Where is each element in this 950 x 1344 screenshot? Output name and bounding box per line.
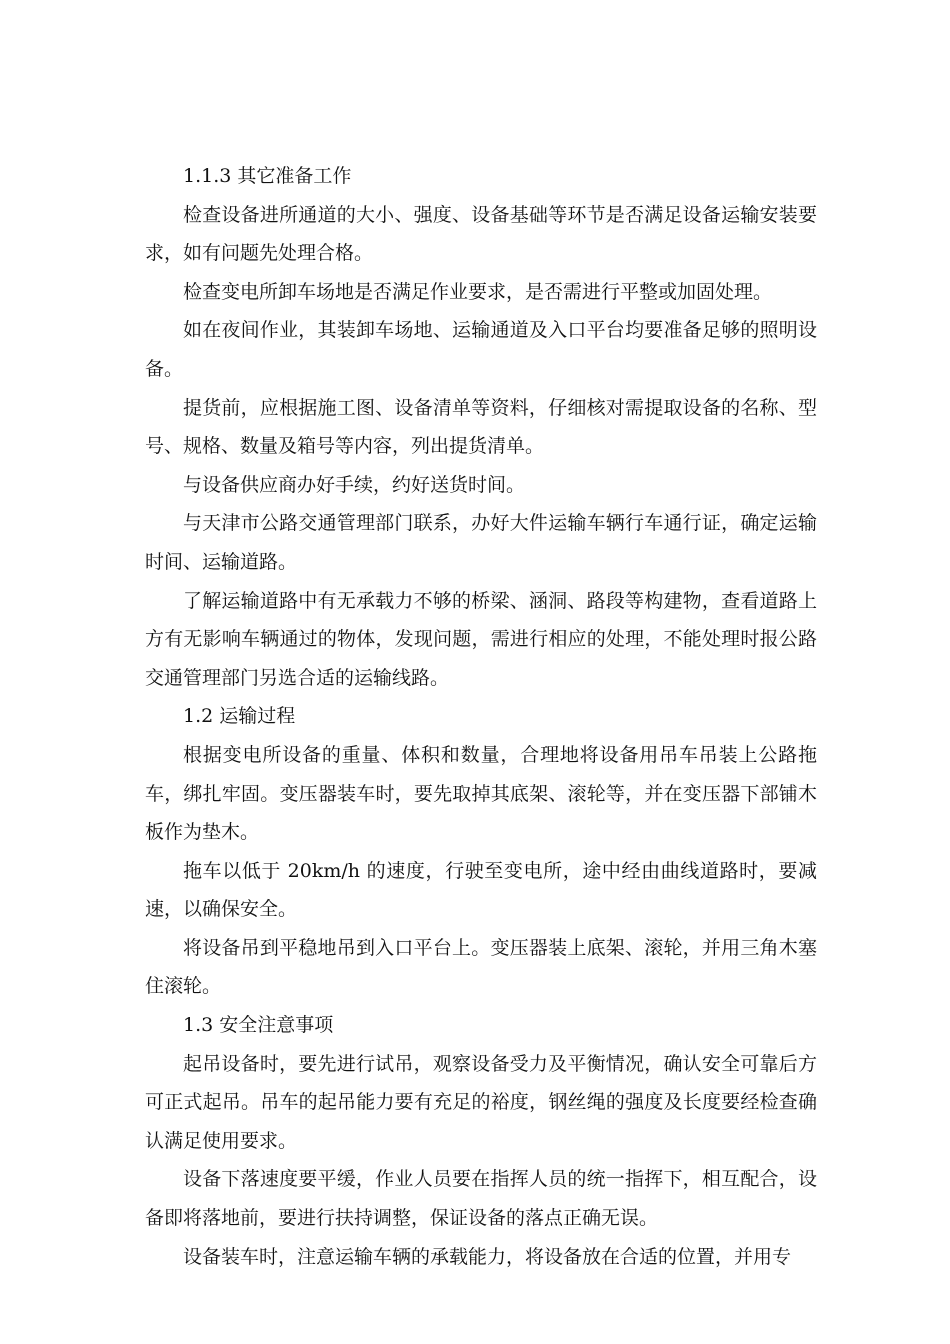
paragraph: 检查设备进所通道的大小、强度、设备基础等环节是否满足设备运输安装要求，如有问题先处理合格。 — [145, 203, 817, 265]
paragraph: 起吊设备时，要先进行试吊，观察设备受力及平衡情况，确认安全可靠后方可正式起吊。吊车的起吊能力要有充足的裕度，钢丝绳的强度及长度要经检查确认满足使用要求。 — [145, 1052, 817, 1152]
paragraph: 根据变电所设备的重量、体积和数量，合理地将设备用吊车吊装上公路拖车，绑扎牢固。变压器装车时，要先取掉其底架、滚轮等，并在变压器下部铺木板作为垫木。 — [145, 743, 817, 844]
paragraph: 与设备供应商办好手续，约好送货时间。 — [183, 473, 526, 496]
section-heading-1-3: 1.3 安全注意事项 — [183, 1014, 334, 1037]
paragraph: 拖车以低于 20km/h 的速度，行驶至变电所，途中经由曲线道路时，要减速，以确保安全。 — [145, 859, 817, 921]
paragraph: 了解运输道路中有无承载力不够的桥梁、涵洞、路段等构建物，查看道路上方有无影响车辆通过的物体，发现问题，需进行相应的处理，不能处理时报公路交通管理部门另选合适的运输线路。 — [145, 589, 817, 689]
paragraph: 提货前，应根据施工图、设备清单等资料，仔细核对需提取设备的名称、型号、规格、数量及箱号等内容，列出提货清单。 — [145, 396, 817, 458]
paragraph: 如在夜间作业，其装卸车场地、运输通道及入口平台均要准备足够的照明设备。 — [145, 319, 817, 380]
paragraph: 与天津市公路交通管理部门联系，办好大件运输车辆行车通行证，确定运输时间、运输道路。 — [145, 512, 817, 573]
section-heading-1-2: 1.2 运输过程 — [183, 705, 296, 728]
document-body — [145, 157, 817, 1276]
paragraph: 设备装车时，注意运输车辆的承载能力，将设备放在合适的位置，并用专 — [183, 1245, 792, 1268]
section-heading-1-1-3: 1.1.3 其它准备工作 — [183, 165, 352, 187]
paragraph: 将设备吊到平稳地吊到入口平台上。变压器装上底架、滚轮，并用三角木塞住滚轮。 — [145, 936, 817, 998]
paragraph: 检查变电所卸车场地是否满足作业要求，是否需进行平整或加固处理。 — [183, 280, 773, 303]
paragraph: 设备下落速度要平缓，作业人员要在指挥人员的统一指挥下，相互配合，设备即将落地前，要进行扶持调整，保证设备的落点正确无误。 — [145, 1168, 817, 1230]
